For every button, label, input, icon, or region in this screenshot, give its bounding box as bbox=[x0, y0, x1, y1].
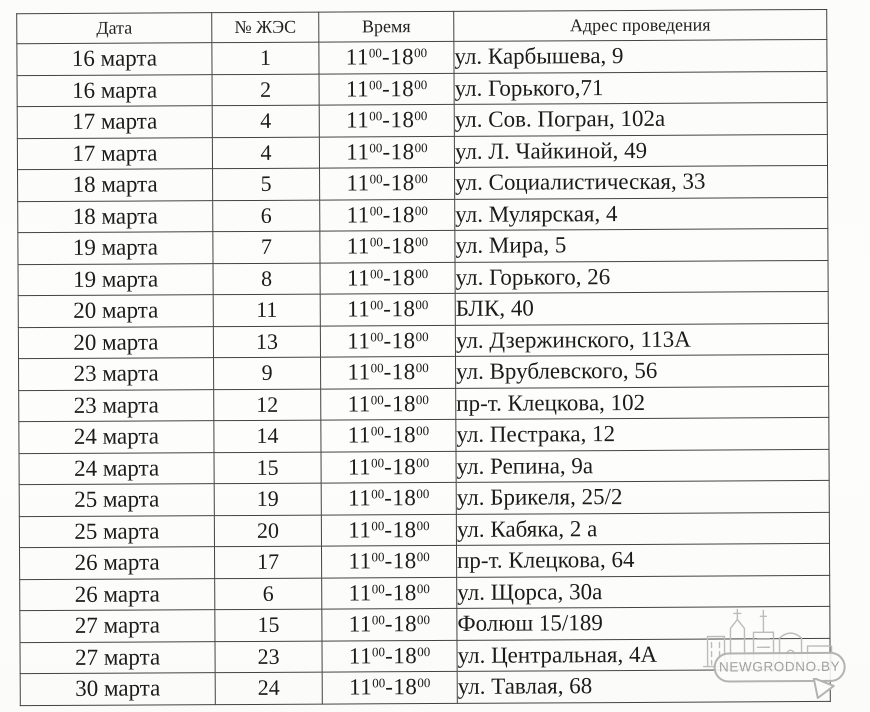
table-row bbox=[18, 197, 828, 233]
time-end-sup: 00 bbox=[415, 360, 429, 376]
cell-date: 16 марта bbox=[17, 74, 212, 107]
time-end-sup: 00 bbox=[414, 171, 428, 187]
time-start-sup: 00 bbox=[371, 486, 385, 502]
time-end: 18 bbox=[391, 327, 416, 353]
time-start: 11 bbox=[347, 422, 371, 448]
table-row bbox=[17, 39, 827, 75]
table-row bbox=[17, 71, 827, 107]
table-row bbox=[18, 291, 828, 327]
cell-date: 18 марта bbox=[18, 200, 213, 233]
time-end-sup: 00 bbox=[415, 328, 429, 344]
cell-time bbox=[320, 167, 455, 199]
cell-time bbox=[320, 325, 455, 357]
table-row bbox=[19, 543, 829, 579]
time-start: 11 bbox=[348, 485, 372, 511]
time-end: 18 bbox=[392, 453, 417, 479]
time-start: 11 bbox=[345, 76, 370, 102]
time-end: 18 bbox=[392, 485, 417, 511]
time-separator: - bbox=[382, 107, 391, 133]
time-start: 11 bbox=[346, 233, 370, 259]
cell-time bbox=[319, 73, 454, 105]
time-separator: - bbox=[384, 548, 393, 574]
cell-zhes-number: 17 bbox=[214, 546, 321, 578]
time-end-sup: 00 bbox=[416, 423, 430, 439]
time-start-sup: 00 bbox=[370, 329, 384, 345]
newgrodno-watermark bbox=[699, 606, 865, 707]
cell-address: пр-т. Клецкова, 64 bbox=[456, 543, 829, 576]
table-row bbox=[19, 449, 829, 485]
time-start: 11 bbox=[347, 296, 371, 322]
time-separator: - bbox=[383, 359, 392, 385]
time-separator: - bbox=[383, 264, 392, 291]
cell-address: ул. Карбышева, 9 bbox=[454, 39, 827, 72]
cell-time bbox=[320, 199, 455, 231]
time-end-sup: 00 bbox=[416, 580, 430, 596]
time-separator: - bbox=[383, 327, 392, 354]
cell-date: 27 марта bbox=[20, 610, 215, 643]
time-end-sup: 00 bbox=[417, 675, 431, 691]
cell-time bbox=[321, 419, 456, 451]
cell-date: 20 марта bbox=[18, 326, 213, 359]
time-start-sup: 00 bbox=[371, 518, 385, 534]
header-time: Время bbox=[319, 11, 454, 42]
time-start: 11 bbox=[347, 328, 371, 354]
time-end-sup: 00 bbox=[417, 643, 431, 659]
time-end: 18 bbox=[392, 611, 418, 637]
time-separator: - bbox=[383, 296, 392, 322]
cell-address: ул. Дзержинского, 113А bbox=[455, 323, 828, 356]
cell-address: ул. Горького,71 bbox=[454, 71, 827, 104]
cell-time bbox=[321, 514, 456, 546]
time-end-sup: 00 bbox=[414, 76, 428, 92]
time-start-sup: 00 bbox=[371, 581, 385, 597]
cell-address: ул. Л. Чайкиной, 49 bbox=[454, 134, 827, 167]
time-end: 18 bbox=[392, 548, 417, 574]
cell-date: 27 марта bbox=[20, 641, 215, 674]
time-end-sup: 00 bbox=[414, 108, 428, 124]
time-start-sup: 00 bbox=[371, 612, 385, 628]
cell-zhes-number: 15 bbox=[215, 609, 322, 641]
table-row bbox=[17, 102, 827, 138]
time-end: 18 bbox=[392, 516, 417, 542]
cell-date: 20 марта bbox=[18, 295, 213, 328]
time-end: 18 bbox=[390, 44, 415, 70]
time-end-sup: 00 bbox=[415, 265, 429, 281]
cell-zhes-number: 6 bbox=[215, 578, 322, 610]
time-start: 11 bbox=[346, 202, 370, 228]
cell-time bbox=[319, 41, 454, 73]
cell-time bbox=[321, 545, 456, 577]
cell-date: 24 марта bbox=[19, 452, 214, 485]
time-end: 18 bbox=[391, 296, 416, 322]
cell-zhes-number: 23 bbox=[215, 641, 322, 673]
cell-address: ул. Пестрака, 12 bbox=[456, 417, 829, 450]
cell-address: БЛК, 40 bbox=[455, 291, 828, 324]
time-separator: - bbox=[383, 453, 393, 480]
cell-address: ул. Горького, 26 bbox=[455, 260, 828, 293]
time-start: 11 bbox=[348, 517, 372, 543]
cell-zhes-number: 8 bbox=[213, 263, 320, 295]
time-separator: - bbox=[381, 44, 391, 70]
time-end: 18 bbox=[391, 359, 416, 385]
cell-time bbox=[321, 356, 456, 388]
table-row bbox=[19, 512, 829, 548]
time-start-sup: 00 bbox=[369, 203, 383, 219]
cell-time bbox=[319, 104, 454, 136]
table-row bbox=[18, 165, 828, 201]
time-end: 18 bbox=[393, 674, 418, 700]
cell-zhes-number: 5 bbox=[213, 168, 320, 200]
cell-zhes-number: 7 bbox=[213, 231, 320, 263]
cell-date: 23 марта bbox=[19, 389, 214, 422]
schedule-table bbox=[16, 9, 831, 706]
time-end: 18 bbox=[390, 170, 415, 196]
time-end: 18 bbox=[392, 422, 417, 448]
cell-date: 17 марта bbox=[17, 106, 212, 139]
time-separator: - bbox=[384, 516, 393, 543]
time-end: 18 bbox=[391, 390, 416, 416]
time-start-sup: 00 bbox=[370, 297, 384, 313]
cell-time bbox=[322, 577, 457, 609]
time-start-sup: 00 bbox=[369, 234, 383, 250]
table-row bbox=[19, 480, 829, 516]
time-end: 18 bbox=[390, 201, 415, 227]
time-end-sup: 00 bbox=[415, 391, 429, 407]
cell-date: 17 марта bbox=[17, 137, 212, 170]
cell-time bbox=[321, 482, 456, 514]
cell-date: 30 марта bbox=[20, 673, 215, 706]
table-row bbox=[18, 323, 828, 359]
cell-address: ул. Тавлая, 68 bbox=[457, 669, 830, 702]
time-separator: - bbox=[383, 422, 393, 448]
time-start-sup: 00 bbox=[371, 549, 385, 565]
time-start: 11 bbox=[348, 674, 373, 700]
table-row bbox=[18, 228, 828, 264]
watermark-bubble-tail-icon bbox=[812, 678, 836, 700]
cell-time bbox=[322, 671, 457, 703]
time-separator: - bbox=[384, 579, 393, 606]
table-body bbox=[17, 39, 830, 705]
time-separator: - bbox=[384, 611, 394, 637]
cell-time bbox=[319, 136, 454, 168]
time-separator: - bbox=[384, 485, 393, 511]
time-end-sup: 00 bbox=[415, 234, 429, 250]
time-start: 11 bbox=[346, 170, 370, 196]
time-start-sup: 00 bbox=[369, 140, 383, 156]
cell-zhes-number: 6 bbox=[213, 200, 320, 232]
header-date: Дата bbox=[17, 13, 212, 44]
cell-zhes-number: 12 bbox=[214, 389, 321, 421]
table-row bbox=[19, 354, 829, 390]
time-end-sup: 00 bbox=[414, 202, 428, 218]
cell-address: ул. Социалистическая, 33 bbox=[455, 165, 828, 198]
cell-date: 25 марта bbox=[19, 515, 214, 548]
cell-date: 19 марта bbox=[18, 263, 213, 296]
cell-address: ул. Центральная, 4А bbox=[457, 638, 830, 671]
cell-zhes-number: 4 bbox=[212, 105, 319, 137]
cell-address: ул. Мира, 5 bbox=[455, 228, 828, 261]
time-end-sup: 00 bbox=[416, 454, 430, 470]
time-start: 11 bbox=[348, 580, 372, 606]
cell-zhes-number: 9 bbox=[214, 357, 321, 389]
cell-date: 23 марта bbox=[19, 358, 214, 391]
cell-time bbox=[320, 230, 455, 262]
time-separator: - bbox=[382, 138, 391, 165]
time-end: 18 bbox=[390, 75, 415, 101]
cell-address: ул. Мулярская, 4 bbox=[455, 197, 828, 230]
cell-date: 16 марта bbox=[17, 43, 212, 76]
table-row bbox=[18, 260, 828, 296]
time-separator: - bbox=[383, 390, 392, 417]
cell-date: 26 марта bbox=[19, 547, 214, 580]
table-row bbox=[17, 134, 827, 170]
time-start: 11 bbox=[346, 107, 370, 133]
time-start-sup: 00 bbox=[369, 171, 383, 187]
cell-time bbox=[321, 388, 456, 420]
header-zhes-number: № ЖЭС bbox=[212, 12, 319, 43]
watermark-label: NEWGRODNO.BY bbox=[718, 658, 841, 675]
time-end-sup: 00 bbox=[416, 612, 431, 628]
cell-time bbox=[322, 640, 457, 672]
cell-date: 24 марта bbox=[19, 421, 214, 454]
time-end-sup: 00 bbox=[414, 139, 428, 155]
cell-address: ул. Репина, 9а bbox=[456, 449, 829, 482]
time-start-sup: 00 bbox=[371, 644, 386, 660]
table-row bbox=[19, 417, 829, 453]
cell-zhes-number: 14 bbox=[214, 420, 321, 452]
time-start: 11 bbox=[346, 265, 371, 291]
cell-address: ул. Щорса, 30а bbox=[457, 575, 830, 608]
time-start-sup: 00 bbox=[372, 675, 386, 691]
time-start: 11 bbox=[346, 139, 370, 165]
time-start-sup: 00 bbox=[370, 392, 384, 408]
time-end-sup: 00 bbox=[415, 297, 429, 313]
time-separator: - bbox=[382, 170, 391, 196]
time-separator: - bbox=[382, 233, 392, 259]
time-end: 18 bbox=[392, 579, 417, 605]
time-separator: - bbox=[384, 642, 394, 669]
cell-date: 19 марта bbox=[18, 232, 213, 265]
time-start-sup: 00 bbox=[369, 77, 383, 93]
cell-time bbox=[320, 293, 455, 325]
time-separator: - bbox=[385, 674, 394, 700]
cell-time bbox=[320, 262, 455, 294]
time-end: 18 bbox=[391, 264, 416, 290]
cell-address: ул. Брикеля, 25/2 bbox=[456, 480, 829, 513]
time-start: 11 bbox=[347, 359, 371, 385]
time-end-sup: 00 bbox=[416, 549, 430, 565]
cell-zhes-number: 20 bbox=[214, 515, 321, 547]
time-start: 11 bbox=[347, 391, 371, 417]
time-start-sup: 00 bbox=[371, 455, 385, 471]
table-row bbox=[19, 386, 829, 422]
time-start: 11 bbox=[347, 454, 372, 480]
cell-zhes-number: 2 bbox=[212, 74, 319, 106]
time-start-sup: 00 bbox=[368, 45, 382, 61]
cell-address: пр-т. Клецкова, 102 bbox=[456, 386, 829, 419]
table-row bbox=[20, 575, 830, 611]
time-end: 18 bbox=[391, 233, 416, 259]
cell-zhes-number: 4 bbox=[212, 137, 319, 169]
cell-zhes-number: 1 bbox=[212, 42, 319, 74]
time-start-sup: 00 bbox=[369, 108, 383, 124]
time-start: 11 bbox=[345, 44, 369, 70]
cell-date: 26 марта bbox=[20, 578, 215, 611]
cell-zhes-number: 19 bbox=[214, 483, 321, 515]
time-start: 11 bbox=[348, 643, 373, 669]
time-separator: - bbox=[382, 75, 391, 102]
header-row bbox=[17, 9, 827, 43]
time-end-sup: 00 bbox=[414, 45, 428, 61]
time-end: 18 bbox=[390, 107, 415, 133]
cell-date: 25 марта bbox=[19, 484, 214, 517]
time-start-sup: 00 bbox=[370, 423, 384, 439]
time-end: 18 bbox=[393, 642, 418, 668]
time-end: 18 bbox=[390, 138, 415, 164]
cell-address: Фолюш 15/189 bbox=[457, 606, 830, 639]
cell-zhes-number: 13 bbox=[213, 326, 320, 358]
time-start: 11 bbox=[348, 548, 372, 574]
time-separator: - bbox=[382, 201, 391, 228]
time-end-sup: 00 bbox=[416, 517, 430, 533]
cell-date: 18 марта bbox=[18, 169, 213, 202]
cell-address: ул. Кабяка, 2 а bbox=[456, 512, 829, 545]
time-start-sup: 00 bbox=[370, 360, 384, 376]
header-address: Адрес проведения bbox=[454, 9, 827, 41]
cell-zhes-number: 24 bbox=[215, 672, 322, 704]
cell-address: ул. Сов. Погран, 102а bbox=[454, 102, 827, 135]
time-start: 11 bbox=[348, 611, 372, 637]
cell-time bbox=[322, 608, 457, 640]
cell-address: ул. Врублевского, 56 bbox=[456, 354, 829, 387]
cell-time bbox=[321, 451, 456, 483]
cell-zhes-number: 11 bbox=[213, 294, 320, 326]
cell-zhes-number: 15 bbox=[214, 452, 321, 484]
time-end-sup: 00 bbox=[416, 486, 430, 502]
time-start-sup: 00 bbox=[370, 266, 384, 282]
